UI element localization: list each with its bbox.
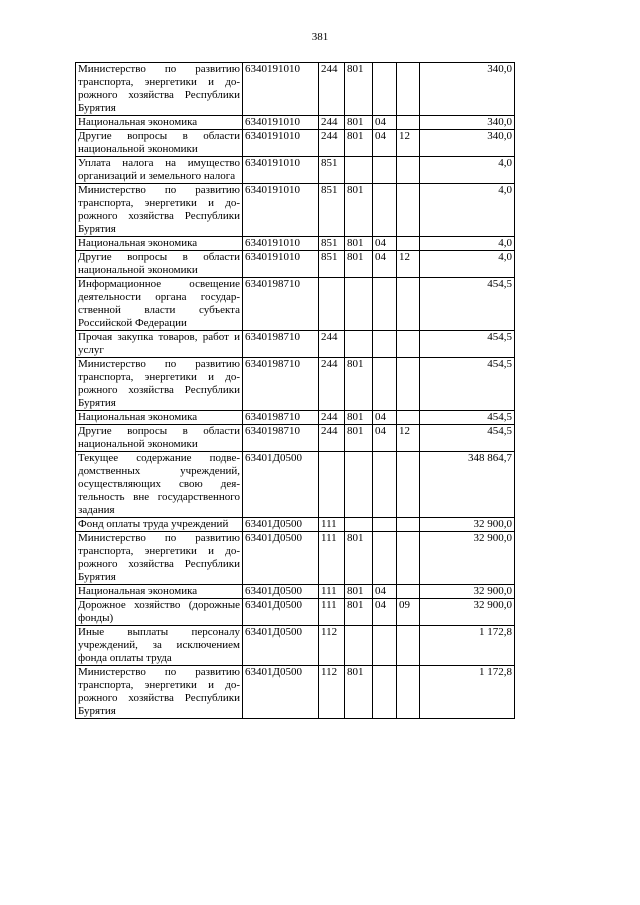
target-code-cell: 6340191010: [243, 237, 319, 251]
subsection-cell: [397, 358, 420, 411]
target-code-cell: 63401Д0500: [243, 599, 319, 626]
amount-cell: 32 900,0: [420, 585, 515, 599]
table-row: [76, 63, 515, 116]
subsection-cell: [397, 585, 420, 599]
section-cell: [373, 184, 397, 237]
expense-type-cell: 244: [319, 63, 345, 116]
amount-cell: 4,0: [420, 251, 515, 278]
row-name-cell: Иные выплаты персоналу учреждений, за исключением фонда оплаты труда: [76, 626, 243, 666]
section-cell: [373, 157, 397, 184]
row-name-cell: Информационное освещение деятельности органа государственной власти субъекта Российской Федерации: [76, 278, 243, 331]
table-row: [76, 130, 515, 157]
table-row: [76, 626, 515, 666]
section-cell: 04: [373, 425, 397, 452]
subsection-cell: [397, 116, 420, 130]
amount-cell: 4,0: [420, 237, 515, 251]
ministry-code-cell: 801: [345, 184, 373, 237]
row-name-cell: Министерство по развитию транспорта, энергетики и дорожного хозяйства Республики Бурятия: [76, 184, 243, 237]
page-number: 381: [311, 31, 329, 43]
table-row: [76, 251, 515, 278]
ministry-code-cell: [345, 278, 373, 331]
ministry-code-cell: 801: [345, 599, 373, 626]
expense-type-cell: 111: [319, 518, 345, 532]
section-cell: [373, 532, 397, 585]
table-row: [76, 599, 515, 626]
section-cell: 04: [373, 130, 397, 157]
amount-cell: 32 900,0: [420, 599, 515, 626]
budget-table-body: [76, 63, 515, 719]
section-cell: [373, 626, 397, 666]
target-code-cell: 6340198710: [243, 411, 319, 425]
target-code-cell: 6340191010: [243, 63, 319, 116]
ministry-code-cell: [345, 157, 373, 184]
expense-type-cell: [319, 452, 345, 518]
amount-cell: 32 900,0: [420, 518, 515, 532]
table-row: [76, 116, 515, 130]
expense-type-cell: 244: [319, 411, 345, 425]
expense-type-cell: 851: [319, 157, 345, 184]
section-cell: [373, 63, 397, 116]
expense-type-cell: 851: [319, 184, 345, 237]
subsection-cell: [397, 237, 420, 251]
amount-cell: 1 172,8: [420, 626, 515, 666]
target-code-cell: 63401Д0500: [243, 626, 319, 666]
ministry-code-cell: 801: [345, 358, 373, 411]
ministry-code-cell: [345, 518, 373, 532]
section-cell: 04: [373, 585, 397, 599]
table-row: [76, 666, 515, 719]
amount-cell: 454,5: [420, 358, 515, 411]
amount-cell: 340,0: [420, 130, 515, 157]
section-cell: 04: [373, 599, 397, 626]
row-name-cell: Национальная экономика: [76, 585, 243, 599]
table-row: [76, 425, 515, 452]
ministry-code-cell: [345, 626, 373, 666]
row-name-cell: Министерство по развитию транспорта, энергетики и дорожного хозяйства Республики Бурятия: [76, 63, 243, 116]
table-row: [76, 157, 515, 184]
table-row: [76, 278, 515, 331]
table-row: [76, 184, 515, 237]
section-cell: [373, 666, 397, 719]
target-code-cell: 6340191010: [243, 251, 319, 278]
ministry-code-cell: 801: [345, 411, 373, 425]
expense-type-cell: 851: [319, 251, 345, 278]
table-row: [76, 452, 515, 518]
row-name-cell: Другие вопросы в области национальной экономики: [76, 425, 243, 452]
ministry-code-cell: 801: [345, 63, 373, 116]
section-cell: 04: [373, 411, 397, 425]
subsection-cell: [397, 184, 420, 237]
expense-type-cell: [319, 278, 345, 331]
row-name-cell: Национальная экономика: [76, 411, 243, 425]
section-cell: 04: [373, 251, 397, 278]
amount-cell: 454,5: [420, 278, 515, 331]
target-code-cell: 63401Д0500: [243, 666, 319, 719]
target-code-cell: 6340198710: [243, 358, 319, 411]
table-row: [76, 411, 515, 425]
ministry-code-cell: 801: [345, 666, 373, 719]
amount-cell: 1 172,8: [420, 666, 515, 719]
expense-type-cell: 244: [319, 358, 345, 411]
row-name-cell: Уплата налога на имущество организаций и земельного налога: [76, 157, 243, 184]
row-name-cell: Другие вопросы в области национальной экономики: [76, 251, 243, 278]
amount-cell: 4,0: [420, 184, 515, 237]
ministry-code-cell: 801: [345, 532, 373, 585]
amount-cell: 348 864,7: [420, 452, 515, 518]
target-code-cell: 6340198710: [243, 278, 319, 331]
target-code-cell: 6340198710: [243, 331, 319, 358]
target-code-cell: 6340191010: [243, 184, 319, 237]
subsection-cell: [397, 157, 420, 184]
amount-cell: 454,5: [420, 411, 515, 425]
expense-type-cell: 244: [319, 331, 345, 358]
section-cell: [373, 278, 397, 331]
expense-type-cell: 244: [319, 425, 345, 452]
section-cell: [373, 518, 397, 532]
target-code-cell: 63401Д0500: [243, 585, 319, 599]
target-code-cell: 63401Д0500: [243, 532, 319, 585]
amount-cell: 340,0: [420, 63, 515, 116]
table-row: [76, 237, 515, 251]
amount-cell: 454,5: [420, 331, 515, 358]
ministry-code-cell: 801: [345, 251, 373, 278]
expense-type-cell: 112: [319, 666, 345, 719]
row-name-cell: Другие вопросы в области национальной экономики: [76, 130, 243, 157]
section-cell: [373, 358, 397, 411]
table-row: [76, 358, 515, 411]
subsection-cell: 12: [397, 130, 420, 157]
row-name-cell: Национальная экономика: [76, 116, 243, 130]
table-row: [76, 518, 515, 532]
amount-cell: 32 900,0: [420, 532, 515, 585]
subsection-cell: [397, 63, 420, 116]
subsection-cell: 12: [397, 251, 420, 278]
subsection-cell: [397, 518, 420, 532]
ministry-code-cell: 801: [345, 116, 373, 130]
table-row: [76, 331, 515, 358]
subsection-cell: [397, 666, 420, 719]
ministry-code-cell: 801: [345, 585, 373, 599]
expense-type-cell: 111: [319, 532, 345, 585]
subsection-cell: [397, 626, 420, 666]
subsection-cell: [397, 411, 420, 425]
row-name-cell: Министерство по развитию транспорта, энергетики и дорожного хозяйства Республики Бурятия: [76, 666, 243, 719]
expense-type-cell: 244: [319, 116, 345, 130]
row-name-cell: Национальная экономика: [76, 237, 243, 251]
subsection-cell: [397, 532, 420, 585]
target-code-cell: 6340198710: [243, 425, 319, 452]
amount-cell: 4,0: [420, 157, 515, 184]
row-name-cell: Дорожное хозяйство (дорожные фонды): [76, 599, 243, 626]
row-name-cell: Прочая закупка товаров, работ и услуг: [76, 331, 243, 358]
ministry-code-cell: [345, 331, 373, 358]
subsection-cell: 12: [397, 425, 420, 452]
budget-table: [75, 62, 515, 719]
target-code-cell: 6340191010: [243, 116, 319, 130]
ministry-code-cell: 801: [345, 425, 373, 452]
subsection-cell: [397, 331, 420, 358]
row-name-cell: Министерство по развитию транспорта, энергетики и дорожного хозяйства Республики Бурятия: [76, 358, 243, 411]
section-cell: [373, 452, 397, 518]
expense-type-cell: 851: [319, 237, 345, 251]
subsection-cell: [397, 452, 420, 518]
section-cell: 04: [373, 116, 397, 130]
target-code-cell: 63401Д0500: [243, 452, 319, 518]
section-cell: [373, 331, 397, 358]
target-code-cell: 6340191010: [243, 130, 319, 157]
expense-type-cell: 244: [319, 130, 345, 157]
expense-type-cell: 112: [319, 626, 345, 666]
row-name-cell: Текущее содержание подведомственных учреждений, осуществляющих свою деятельность вне государственного задания: [76, 452, 243, 518]
expense-type-cell: 111: [319, 599, 345, 626]
target-code-cell: 6340191010: [243, 157, 319, 184]
expense-type-cell: 111: [319, 585, 345, 599]
amount-cell: 454,5: [420, 425, 515, 452]
row-name-cell: Министерство по развитию транспорта, энергетики и дорожного хозяйства Республики Бурятия: [76, 532, 243, 585]
table-row: [76, 532, 515, 585]
subsection-cell: [397, 278, 420, 331]
section-cell: 04: [373, 237, 397, 251]
subsection-cell: 09: [397, 599, 420, 626]
row-name-cell: Фонд оплаты труда учреждений: [76, 518, 243, 532]
target-code-cell: 63401Д0500: [243, 518, 319, 532]
ministry-code-cell: [345, 452, 373, 518]
ministry-code-cell: 801: [345, 237, 373, 251]
amount-cell: 340,0: [420, 116, 515, 130]
ministry-code-cell: 801: [345, 130, 373, 157]
table-row: [76, 585, 515, 599]
